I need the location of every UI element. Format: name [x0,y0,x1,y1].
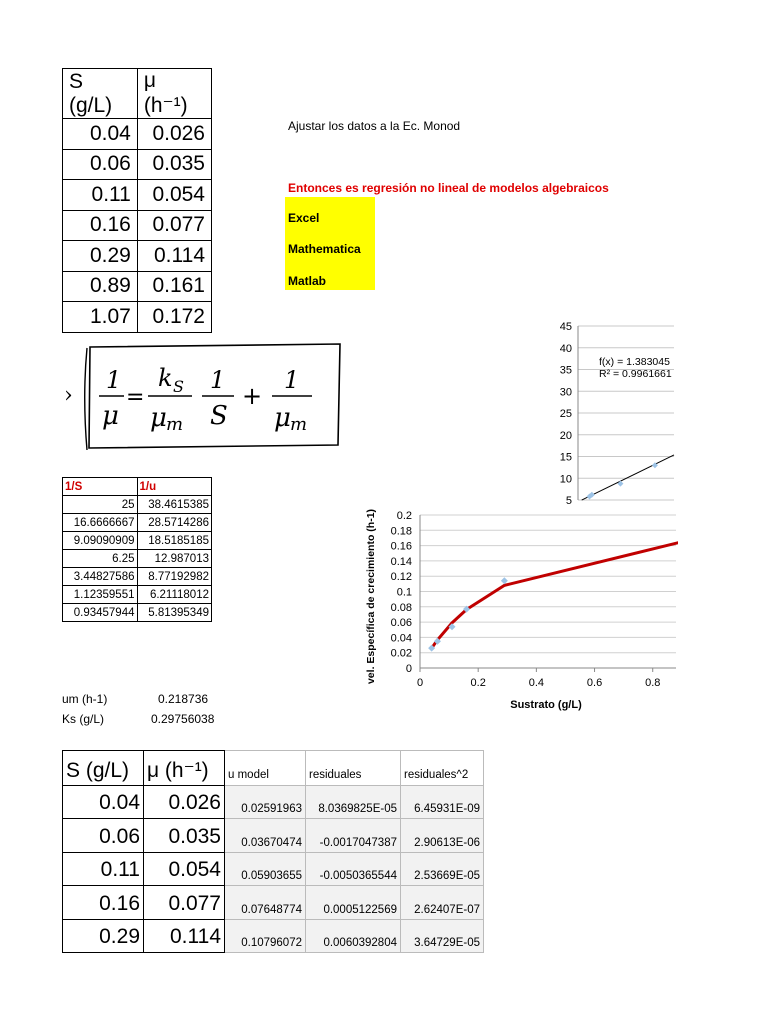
y-tick-label: 0.12 [390,571,412,584]
y-tick-label: 0.06 [390,617,412,630]
y-tick-label: 5 [565,495,572,507]
table-row [63,785,484,819]
y-tick-label: 0.1 [396,586,412,599]
table-cell: 12.987013 [137,550,212,568]
table-cell: 0.04 [63,119,138,150]
lineweaver-burk-chart [540,318,676,510]
table-cell: 0.161 [137,271,211,302]
r-squared: R² = 0.9961661 [599,368,672,380]
y-tick-label: 0 [405,663,412,675]
y-tick-label: 0.02 [390,647,412,660]
eq-um1: μ [150,403,167,433]
y-tick-label: 0.14 [390,555,412,568]
table-cell: 0.054 [144,852,225,886]
table-cell: 0.02591963 [225,785,306,819]
eq-t3-den: μ [274,403,291,433]
table-row [63,514,212,532]
table-cell: 25 [63,496,138,514]
table-cell: 3.44827586 [63,568,138,586]
table-cell: 28.5714286 [137,514,212,532]
y-tick-label: 35 [559,364,572,377]
table-cell: 0.04 [63,785,144,819]
table-cell: 0.16 [63,886,144,920]
table-cell: 0.29 [63,241,138,272]
table-cell: 5.81395349 [137,604,212,622]
column-header: μ (h⁻¹) [144,751,225,786]
x-tick-label: 0.6 [586,677,603,689]
table-row [63,919,484,953]
table-cell: 1.12359551 [63,586,138,604]
eq-lhs-num: 1 [106,366,122,394]
monod-chart [360,505,678,715]
y-tick-label: 30 [559,386,572,399]
um-value: 0.218736 [158,692,209,706]
table-row [63,819,484,853]
x-tick-label: 0.8 [645,677,661,689]
table-cell: 0.06 [63,149,138,180]
table-cell: 0.06 [63,819,144,853]
y-tick-label: 0.18 [390,525,412,538]
table-cell: 8.77192982 [137,568,212,586]
table-cell: 0.0060392804 [306,919,401,953]
y-tick-label: 40 [559,342,572,355]
column-header: 1/u [137,478,212,496]
table-header-row [63,69,212,119]
table-cell: 0.89 [63,271,138,302]
table-cell: 6.21118012 [137,586,212,604]
data-table-top [62,68,212,333]
table-cell: 6.45931E-09 [401,785,484,819]
column-header: S (g/L) [63,751,144,786]
table-cell: 0.077 [144,886,225,920]
eq-lhs-den: μ [102,401,119,431]
table-cell: -0.0017047387 [306,819,401,853]
regression-note: Entonces es regresión no lineal de modelos algebraicos [288,181,609,195]
eq-um1-sub: m [166,414,184,435]
y-tick-label: 0.16 [390,540,412,553]
table-cell: 0.026 [144,785,225,819]
tool-matlab: Matlab [288,274,327,288]
eq-plus: + [242,382,263,410]
table-cell: 0.114 [144,919,225,953]
ks-value: 0.29756038 [151,712,215,726]
table-cell: 0.026 [137,119,211,150]
column-header: S (g/L) [63,69,138,119]
table-cell: 0.0005122569 [306,886,401,920]
table-cell: 0.077 [137,210,211,241]
y-tick-label: 0.04 [390,632,412,645]
eq-t2-den: S [210,401,228,431]
table-row [63,496,212,514]
table-cell: 9.09090909 [63,532,138,550]
table-row [63,586,212,604]
column-header: residuales [306,751,401,786]
table-cell: 0.05903655 [225,852,306,886]
eq-ks: k [158,364,173,392]
table-cell: 2.62407E-07 [401,886,484,920]
table-row [63,532,212,550]
table-cell: 16.6666667 [63,514,138,532]
tool-excel: Excel [288,211,320,225]
tools-highlight [285,197,375,290]
y-tick-label: 25 [559,408,572,420]
x-tick-label: 0.2 [470,677,486,689]
y-tick-label: 45 [559,321,572,333]
table-row [63,180,212,211]
table-cell: -0.0050365544 [306,852,401,886]
equation-arrow: › [64,383,73,408]
y-tick-label: 15 [559,451,572,464]
table-header-row [63,751,484,786]
um-label: um (h-1) [62,692,108,706]
table-cell: 8.0369825E-05 [306,785,401,819]
table-cell: 0.035 [137,149,211,180]
data-point [617,481,623,487]
column-header: u model [225,751,306,786]
table-row [63,210,212,241]
table-row [63,604,212,622]
trendline-equation: f(x) = 1.383045 [599,356,670,368]
table-row [63,886,484,920]
table-cell: 0.03670474 [225,819,306,853]
column-header: residuales^2 [401,751,484,786]
eq-ks-sub: S [173,377,184,396]
eq-t3-sub: m [290,414,308,435]
eq-t3-num: 1 [284,366,300,394]
table-cell: 38.4615385 [137,496,212,514]
residuals-table [62,750,484,953]
table-row [63,119,212,150]
table-cell: 0.172 [137,302,211,333]
table-cell: 2.53669E-05 [401,852,484,886]
y-tick-label: 20 [559,429,572,442]
table-row [63,241,212,272]
reciprocal-table [62,477,212,622]
table-cell: 0.11 [63,852,144,886]
table-cell: 0.114 [137,241,211,272]
instruction-text: Ajustar los datos a la Ec. Monod [288,119,461,133]
y-axis-label: vel. Específica de crecimiento (h-1) [365,508,377,685]
trendline [582,455,674,500]
column-header: μ (h⁻¹) [137,69,211,119]
table-header-row [63,478,212,496]
y-tick-label: 0.08 [390,601,412,614]
table-cell: 18.5185185 [137,532,212,550]
handwritten-lineweaver-burk-equation [62,340,347,455]
column-header: 1/S [63,478,138,496]
table-cell: 0.11 [63,180,138,211]
ks-label: Ks (g/L) [62,712,105,726]
table-row [63,568,212,586]
table-row [63,550,212,568]
x-axis-label: Sustrato (g/L) [510,699,582,711]
table-cell: 0.93457944 [63,604,138,622]
table-cell: 3.64729E-05 [401,919,484,953]
table-row [63,271,212,302]
eq-equals: = [126,385,145,410]
x-tick-label: 0 [416,677,424,689]
table-cell: 0.035 [144,819,225,853]
table-cell: 0.07648774 [225,886,306,920]
eq-t2-num: 1 [210,366,226,394]
y-tick-label: 10 [559,473,572,486]
table-cell: 0.054 [137,180,211,211]
table-cell: 0.16 [63,210,138,241]
table-row [63,302,212,333]
model-line [432,543,678,649]
table-cell: 6.25 [63,550,138,568]
tool-mathematica: Mathematica [288,242,361,256]
table-cell: 2.90613E-06 [401,819,484,853]
y-tick-label: 0.2 [396,510,412,522]
table-row [63,149,212,180]
table-cell: 0.29 [63,919,144,953]
table-row [63,852,484,886]
table-cell: 1.07 [63,302,138,333]
table-cell: 0.10796072 [225,919,306,953]
x-tick-label: 0.4 [528,677,545,689]
